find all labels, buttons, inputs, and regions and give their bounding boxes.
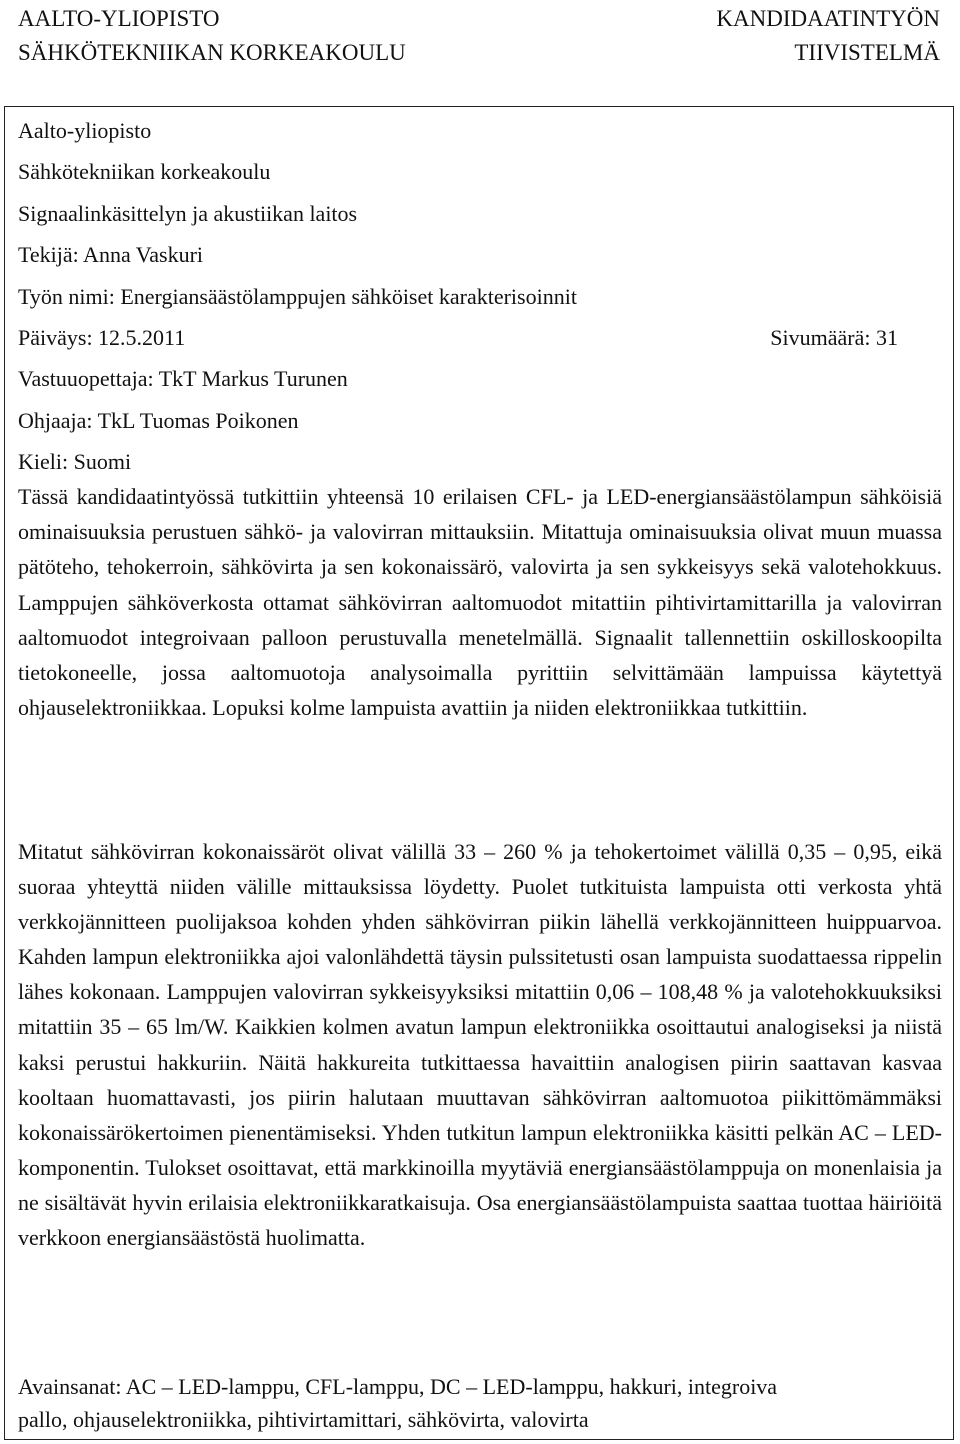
meta-school: Sähkötekniikan korkeakoulu — [18, 159, 271, 185]
abstract-text-2: Mitatut sähkövirran kokonaissäröt olivat välillä 33 – 260 % ja tehokertoimet välillä 0,35 – 0,95, eikä suoraa yhteyttä niiden välille mittauksissa löydetty. Puolet tutkituista lampuista otti verkosta yhtä verkkojännitteen puolijaksoa kohden yhden sähkövirran piikin lähellä verkkojännitteen huippuarvoa. Kahden lampun elektroniikka ajoi valonlähdettä täysin pulssitetusti osan lampuista suodattaessa rippelin lähes kokonaan. Lamppujen valovirran sykkeisyyksiksi mitattiin 0,06 – 108,48 % ja valotehokkuuksiksi mitattiin 35 – 65 lm/W. Kaikkien kolmen avatun lampun elektroniikka osoittautui analogiseksi ja niistä kaksi perustui hakkuriin. Näitä hakkureita tutkittaessa havaittiin analogisen piirin saattavan kasvaa kooltaan huomattavasti, jos piirin halutaan muuttavan sähkövirran aaltomuotoa piikittömämmäksi kokonaissärökertoimen pienentämiseksi. Yhden tutkitun lampun elektroniikka käsitti pelkän AC – LED-komponentin. Tulokset osoittavat, että markkinoilla myytäviä energiansäästölamppuja on monenlaisia ja ne sisältävät hyvin erilaisia elektroniikkaratkaisuja. Osa energiansäästölampuista saattaa tuottaa häiriöitä verkkoon energiansäästöstä huolimatta. — [18, 839, 942, 1251]
keywords — [18, 1370, 942, 1436]
meta-instructor: Ohjaaja: TkL Tuomas Poikonen — [18, 407, 299, 433]
abstract-text-1: Tässä kandidaatintyössä tutkittiin yhteensä 10 erilaisen CFL- ja LED-energiansäästölampun sähköisiä ominaisuuksia perustuen sähkö- ja valovirran mittauksiin. Mitattuja ominaisuuksia olivat muun muassa pätöteho, tehokerroin, sähkövirta ja sen kokonaissärö, valovirta ja sen sykkeisyys sekä valotehokkuus. Lamppujen sähköverkosta ottamat sähkövirran aaltomuodot mitattiin pihtivirtamittarilla ja valovirran aaltomuodot integroivaan palloon perustuvalla menetelmällä. Signaalit tallennettiin oskilloskoopilta tietokoneelle, jossa aaltomuotoja analysoimalla pyrittiin selvittämään lampuissa käytettyä ohjauselektroniikkaa. Lopuksi kolme lampuista avattiin ja niiden elektroniikkaa tutkittiin. — [18, 484, 942, 721]
header-left — [18, 2, 406, 70]
abstract-paragraph-2 — [18, 834, 942, 1255]
keywords-line-2: pallo, ohjauselektroniikka, pihtivirtamittari, sähkövirta, valovirta — [18, 1407, 589, 1432]
meta-university: Aalto-yliopisto — [18, 118, 152, 143]
meta-supervisor: Vastuuopettaja: TkT Markus Turunen — [18, 366, 348, 392]
school-heading: SÄHKÖTEKNIIKAN KORKEAKOULU — [18, 40, 406, 65]
meta-title: Työn nimi: Energiansäästölamppujen sähköiset karakterisoinnit — [18, 283, 577, 309]
meta-department: Signaalinkäsittelyn ja akustiikan laitos — [18, 200, 358, 226]
abstract-paragraph-1 — [18, 479, 942, 725]
meta-pages: Sivumäärä: 31 — [770, 324, 898, 350]
meta-author: Tekijä: Anna Vaskuri — [18, 242, 204, 268]
meta-language: Kieli: Suomi — [18, 449, 132, 475]
document-header — [0, 2, 960, 82]
header-right — [716, 2, 940, 70]
thesis-metadata — [18, 110, 942, 483]
doc-subtype-heading: TIIVISTELMÄ — [794, 40, 940, 65]
meta-date: Päiväys: 12.5.2011 — [18, 324, 186, 350]
doc-type-heading: KANDIDAATINTYÖN — [716, 6, 940, 31]
university-heading: AALTO-YLIOPISTO — [18, 6, 220, 31]
keywords-line-1: Avainsanat: AC – LED-lamppu, CFL-lamppu, DC – LED-lamppu, hakkuri, integroiva — [18, 1374, 778, 1399]
meta-date-row — [18, 317, 942, 358]
